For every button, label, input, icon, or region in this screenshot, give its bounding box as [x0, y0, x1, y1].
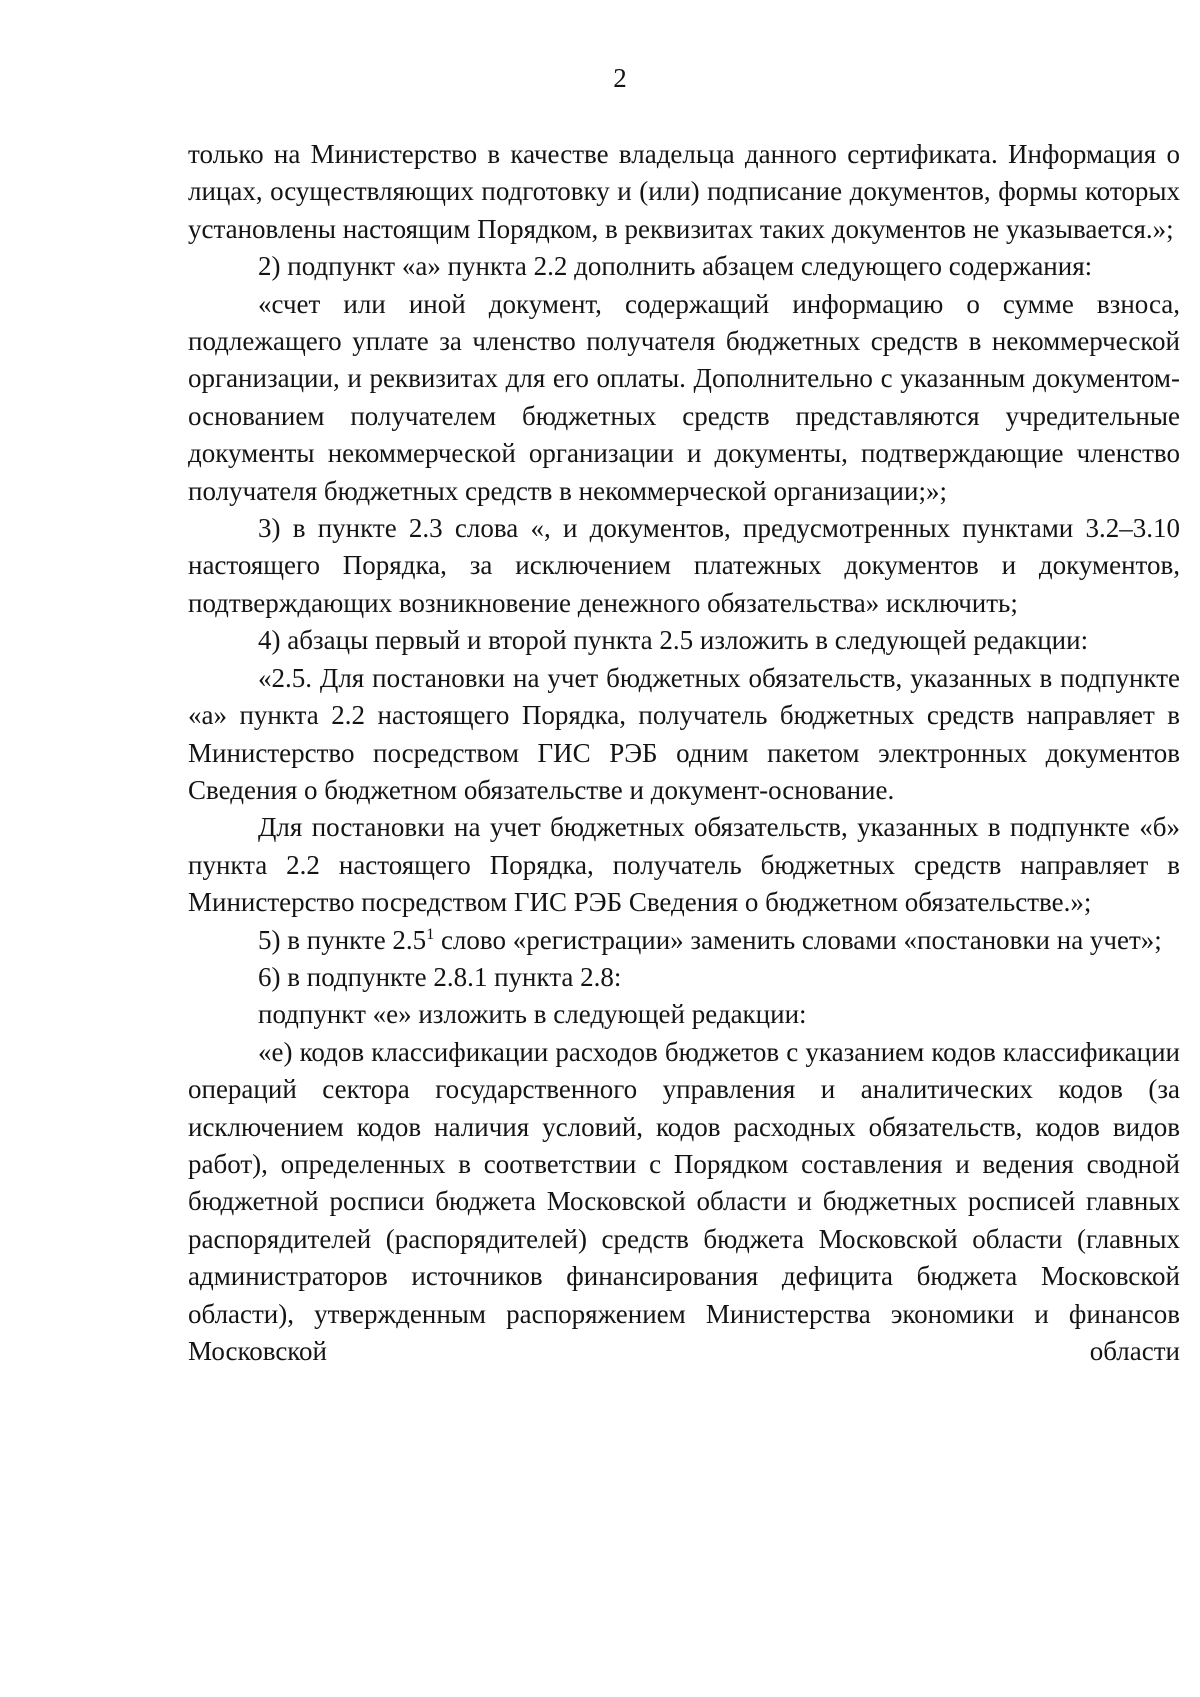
paragraph-8-superscript: 1 — [426, 925, 435, 943]
paragraph-5: 4) абзацы первый и второй пункта 2.5 изложить в следующей редакции: — [258, 625, 1089, 656]
paragraph-3: «счет или иной документ, содержащий информацию о сумме взноса, подлежащего уплате за членство получателя бюджетных средств в некоммерческой организации, и реквизитах для его оплаты. Дополнительно с указанным документом-основанием получателем бюджетных средств представляются учредительные документы некоммерческой организации и документы, подтверждающие членство получателя бюджетных средств в некоммерческой организации;»; — [188, 288, 1180, 506]
paragraph-8-end: слово «регистрации» заменить словами «постановки на учет»; — [434, 924, 1162, 955]
paragraph-4: 3) в пункте 2.3 слова «, и документов, предусмотренных пунктами 3.2–3.10 настоящего Порядка, за исключением платежных документов и документов, подтверждающих возникновение денежного обязательства» исключить; — [188, 513, 1180, 618]
page-number: 2 — [613, 63, 627, 93]
paragraph-2: 2) подпункт «а» пункта 2.2 дополнить абзацем следующего содержания: — [258, 251, 1093, 282]
paragraph-8 — [188, 922, 1180, 959]
paragraph-6: «2.5. Для постановки на учет бюджетных обязательств, указанных в подпункте «а» пункта 2.2 настоящего Порядка, получатель бюджетных средств направляет в Министерство посредством ГИС РЭБ одним пакетом электронных документов Сведения о бюджетном обязательстве и документ-основание. — [188, 662, 1180, 805]
paragraph-7: Для постановки на учет бюджетных обязательств, указанных в подпункте «б» пункта 2.2 настоящего Порядка, получатель бюджетных средств направляет в Министерство посредством ГИС РЭБ Сведения о бюджетном обязательстве.»; — [188, 812, 1180, 918]
document-body — [188, 136, 1180, 1370]
paragraph-8-start: 5) в пункте 2.5 — [258, 924, 427, 955]
paragraph-9: 6) в подпункте 2.8.1 пункта 2.8: — [258, 961, 622, 992]
paragraph-1: только на Министерство в качестве владельца данного сертификата. Информация о лицах, осуществляющих подготовку и (или) подписание документов, формы которых установлены настоящим Порядком, в реквизитах таких документов не указывается.»; — [188, 139, 1180, 244]
paragraph-10: подпункт «е» изложить в следующей редакции: — [258, 999, 807, 1030]
paragraph-11: «е) кодов классификации расходов бюджетов с указанием кодов классификации операций сектора государственного управления и аналитических кодов (за исключением кодов наличия условий, кодов расходных обязательств, кодов видов работ), определенных в соответствии с Порядком составления и ведения сводной бюджетной росписи бюджета Московской области и бюджетных росписей главных распорядителей (распорядителей) средств бюджета Московской области (главных администраторов источников финансирования дефицита бюджета Московской области), утвержденным распоряжением Министерства экономики и финансов Московской области — [188, 1036, 1180, 1366]
